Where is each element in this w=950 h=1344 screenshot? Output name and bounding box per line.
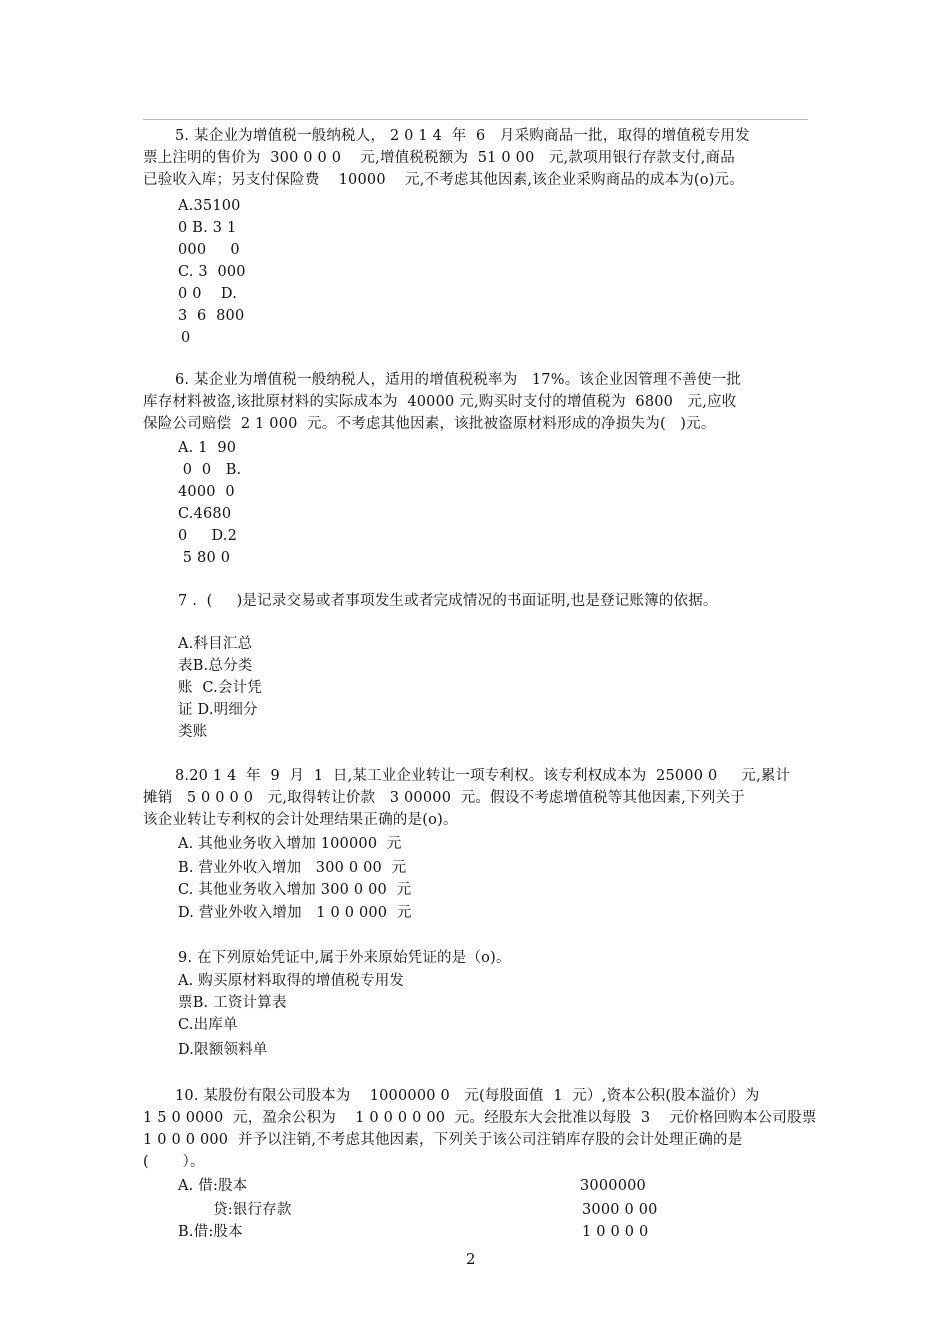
q5-line-2: 票上注明的售价为 300 0 0 0 元,增值税税额为 51 0 00 元,款项用银行存款支付,商品 xyxy=(143,150,735,166)
page-number: 2 xyxy=(466,1250,476,1268)
q6-option: C.4680 xyxy=(178,506,232,522)
journal-entry-amount: 3000000 xyxy=(580,1178,646,1194)
q10-line-2: 1 5 0 0000 元，盈余公积为 1 0 0 0 0 00 元。经股东大会批准以每股 3 元价格回购本公司股票 xyxy=(143,1110,817,1126)
q6-option: A. 1 90 xyxy=(178,440,237,456)
q5-option: 0 B. 3 1 xyxy=(178,220,237,236)
header-rule xyxy=(143,119,808,120)
journal-entry-label: A. 借:股本 xyxy=(178,1178,248,1194)
q5-line-1: 5. 某企业为增值税一般纳税人， 2 0 1 4 年 6 月采购商品一批，取得的增值税专用发 xyxy=(175,128,750,144)
q9-option: D.限额领料单 xyxy=(178,1042,268,1058)
q6-line-3: 保险公司赔偿 2 1 000 元。不考虑其他因素，该批被盗原材料形成的净损失为( )元。 xyxy=(143,416,716,432)
q7-option: 账 C.会计凭 xyxy=(178,680,263,696)
q5-line-3: 已验收入库；另支付保险费 10000 元,不考虑其他因素,该企业采购商品的成本为(o)元。 xyxy=(143,172,744,188)
q5-option: C. 3 000 xyxy=(178,264,246,280)
q6-option: 0 D.2 xyxy=(178,528,238,544)
journal-entry-label: 贷:银行存款 xyxy=(213,1202,292,1218)
q10-line-4: ( ）。 xyxy=(143,1154,205,1170)
q6-line-1: 6. 某企业为增值税一般纳税人，适用的增值税税率为 17%。该企业因管理不善使一批 xyxy=(175,372,742,388)
journal-entry-amount: 3000 0 00 xyxy=(582,1202,658,1218)
q10-line-3: 1 0 0 0 000 并予以注销,不考虑其他因素，下列关于该公司注销库存股的会计处理正确的是 xyxy=(143,1132,743,1148)
q8-option: D. 营业外收入增加 1 0 0 000 元 xyxy=(178,905,412,921)
q9-option: A. 购买原材料取得的增值税专用发 xyxy=(178,973,405,989)
q8-option: A. 其他业务收入增加 100000 元 xyxy=(178,836,402,852)
q7-option: 类账 xyxy=(178,724,208,740)
q5-option: 0 0 D. xyxy=(178,286,238,302)
q8-line-1: 8.20 1 4 年 9 月 1 日,某工业企业转让一项专利权。该专利权成本为 25000 0 元,累计 xyxy=(175,768,791,784)
q8-option: C. 其他业务收入增加 300 0 00 元 xyxy=(178,882,412,898)
q7-option: A.科目汇总 xyxy=(178,636,253,652)
q8-line-2: 摊销 5 0 0 0 0 元,取得转让价款 3 00000 元。假设不考虑增值税等其他因素,下列关于 xyxy=(143,790,745,806)
q7-line-1: 7 . ( )是记录交易或者事项发生或者完成情况的书面证明,也是登记账簿的依据。 xyxy=(178,593,718,609)
q7-option: 证 D.明细分 xyxy=(178,702,258,718)
q6-option: 5 80 0 xyxy=(178,550,231,566)
q5-option: 3 6 800 xyxy=(178,308,245,324)
q5-option: 0 xyxy=(181,330,191,346)
q9-line-1: 9. 在下列原始凭证中,属于外来原始凭证的是（o)。 xyxy=(178,950,511,966)
journal-entry-label: B.借:股本 xyxy=(178,1224,243,1240)
journal-entry-amount: 1 0 0 0 0 xyxy=(582,1224,649,1240)
q5-option: A.35100 xyxy=(178,198,241,214)
q7-option: 表B.总分类 xyxy=(178,658,253,674)
q8-line-3: 该企业转让专利权的会计处理结果正确的是(o)。 xyxy=(143,812,458,828)
q9-option: C.出库单 xyxy=(178,1017,238,1033)
q6-option: 0 0 B. xyxy=(178,462,242,478)
q10-line-1: 10. 某股份有限公司股本为 1000000 0 元(每股面值 1 元）,资本公积(股本溢价）为 xyxy=(175,1088,760,1104)
q9-option: 票B. 工资计算表 xyxy=(178,995,287,1011)
q5-option: 000 0 xyxy=(178,242,240,258)
q6-line-2: 库存材料被盗,该批原材料的实际成本为 40000 元,购买时支付的增值税为 6800 元,应收 xyxy=(143,394,737,410)
q8-option: B. 营业外收入增加 300 0 00 元 xyxy=(178,860,407,876)
q6-option: 4000 0 xyxy=(178,484,235,500)
